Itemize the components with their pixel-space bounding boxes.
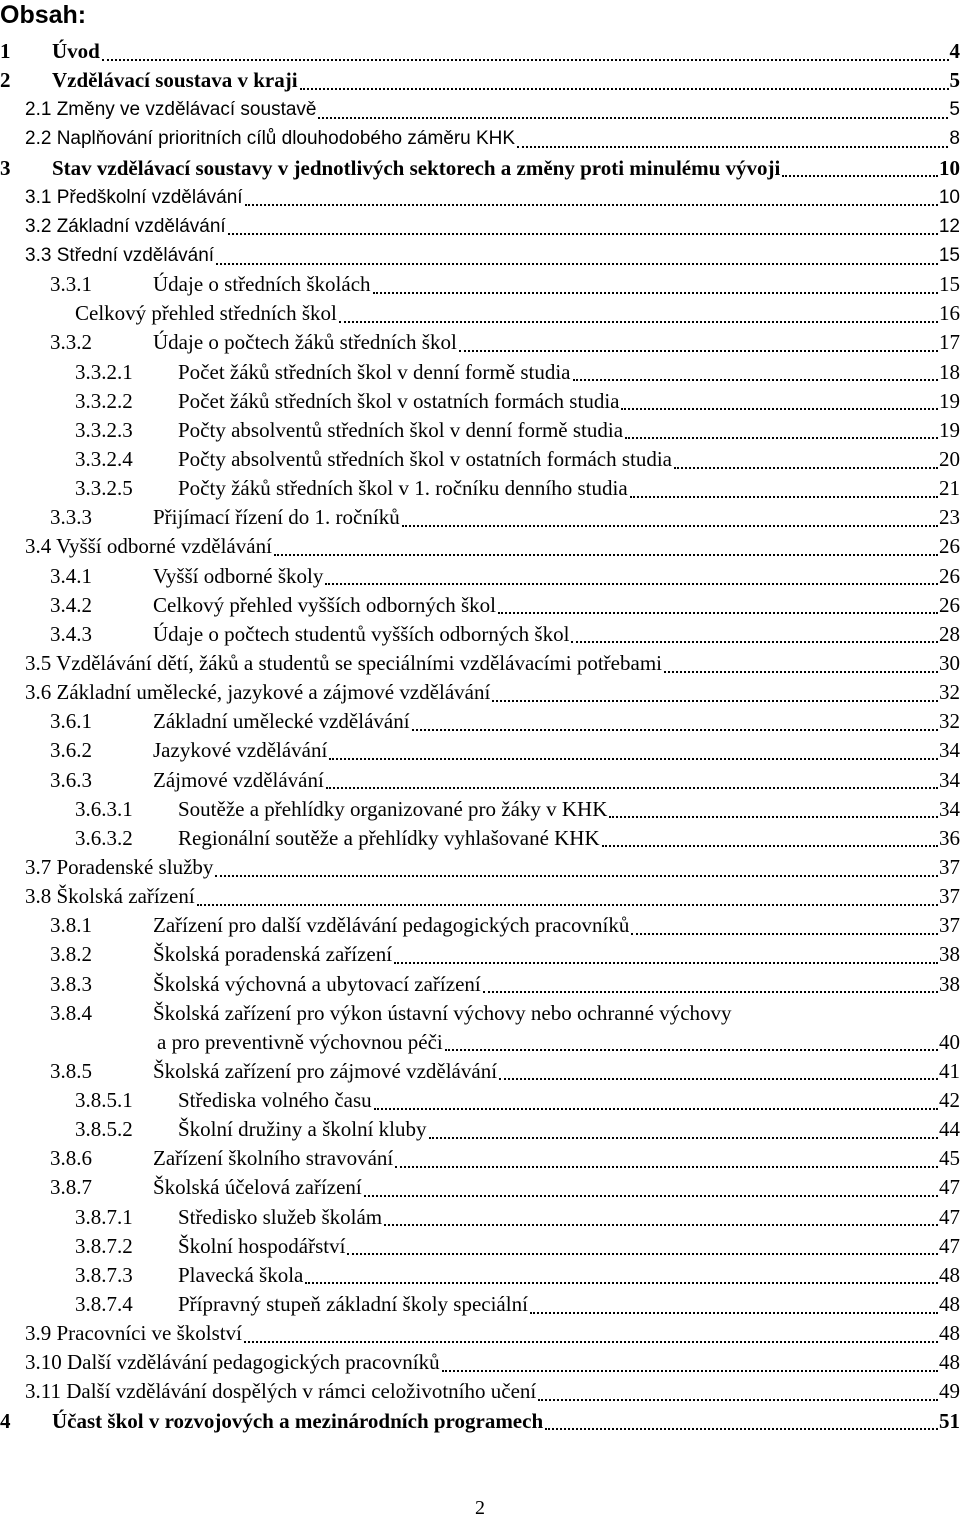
toc-entry-title: Školní družiny a školní kluby xyxy=(178,1117,427,1142)
toc-entry-number: 3.4.1 xyxy=(50,563,92,588)
dot-leader xyxy=(300,88,949,90)
toc-entry-title: Počet žáků středních škol v denní formě studia xyxy=(178,359,571,384)
toc-entry[interactable] xyxy=(0,445,960,474)
dot-leader xyxy=(625,437,938,439)
toc-entry[interactable] xyxy=(0,387,960,416)
toc-entry-page: 48 xyxy=(939,1350,960,1375)
dot-leader xyxy=(459,350,938,352)
toc-entry[interactable] xyxy=(0,358,960,387)
toc-entry[interactable] xyxy=(0,1290,960,1319)
toc-entry-title: 2.2 Naplňování prioritních cílů dlouhodobého záměru KHK xyxy=(25,128,516,150)
toc-entry[interactable] xyxy=(0,999,960,1028)
toc-entry[interactable] xyxy=(0,1407,960,1436)
toc-entry-page: 23 xyxy=(939,505,960,530)
toc-entry-page: 12 xyxy=(938,215,960,237)
dot-leader xyxy=(530,1312,938,1314)
toc-entry-page: 18 xyxy=(939,359,960,384)
toc-entry[interactable] xyxy=(0,1144,960,1173)
toc-entry-title: Úvod xyxy=(52,39,100,63)
toc-entry-page: 47 xyxy=(939,1175,960,1200)
toc-entry-page: 38 xyxy=(939,971,960,996)
dot-leader xyxy=(412,729,938,731)
toc-entry-page: 48 xyxy=(939,1321,960,1346)
dot-leader xyxy=(517,146,948,148)
toc-entry-title: Přípravný stupeň základní školy speciální xyxy=(178,1292,528,1317)
toc-entry-page: 26 xyxy=(939,563,960,588)
dot-leader xyxy=(573,379,939,381)
dot-leader xyxy=(630,496,938,498)
toc-entry[interactable] xyxy=(0,503,960,532)
toc-entry-page: 4 xyxy=(949,39,960,63)
toc-entry-number: 3.8.1 xyxy=(50,913,92,938)
toc-entry-page: 47 xyxy=(939,1233,960,1258)
dot-leader xyxy=(498,612,938,614)
dot-leader xyxy=(325,583,938,585)
toc-entry-title: Vzdělávací soustava v kraji xyxy=(52,68,298,93)
dot-leader xyxy=(347,1253,938,1255)
dot-leader xyxy=(782,175,938,177)
toc-entry-page: 32 xyxy=(939,680,960,705)
toc-entry[interactable] xyxy=(0,37,960,66)
toc-entry[interactable] xyxy=(0,853,960,882)
toc-entry-number: 4 xyxy=(0,1408,11,1433)
toc-entry-title: Počty absolventů středních škol v ostatních formách studia xyxy=(178,446,672,471)
toc-entry-title: 3.11 Další vzdělávání dospělých v rámci celoživotního učení xyxy=(25,1379,537,1404)
toc-entry[interactable] xyxy=(0,736,960,765)
toc-entry[interactable] xyxy=(0,970,960,999)
toc-entry[interactable] xyxy=(0,1057,960,1086)
toc-entry-page: 49 xyxy=(939,1379,960,1404)
toc-entry-number: 3.8.5.1 xyxy=(75,1088,133,1113)
toc-entry-title: a pro preventivně výchovnou péči xyxy=(157,1029,443,1054)
toc-entry[interactable] xyxy=(0,1261,960,1290)
toc-entry-page: 10 xyxy=(938,186,960,208)
dot-leader xyxy=(102,59,949,61)
dot-leader xyxy=(395,1166,938,1168)
dot-leader xyxy=(373,292,938,294)
toc-entry[interactable] xyxy=(0,241,960,270)
dot-leader xyxy=(621,408,938,410)
toc-entry-page: 36 xyxy=(939,825,960,850)
toc-entry-title: 3.1 Předškolní vzdělávání xyxy=(25,186,243,208)
toc-entry-page: 37 xyxy=(939,854,960,879)
toc-entry[interactable] xyxy=(0,1377,960,1406)
toc-entry-page: 20 xyxy=(939,446,960,471)
toc-entry-title: 3.5 Vzdělávání dětí, žáků a studentů se speciálními vzdělávacími potřebami xyxy=(25,650,662,675)
toc-entry-title: Školská zařízení pro zájmové vzdělávání xyxy=(153,1058,498,1083)
toc-entry-page: 26 xyxy=(939,592,960,617)
dot-leader xyxy=(374,1108,938,1110)
toc-entry-page: 10 xyxy=(939,155,960,180)
toc-entry-number: 3.6.2 xyxy=(50,738,92,763)
toc-entry-number: 3.6.3.1 xyxy=(75,796,133,821)
toc-entry-title: Vyšší odborné školy xyxy=(153,563,324,588)
toc-entry-title: Středisko služeb školám xyxy=(178,1204,383,1229)
dot-leader xyxy=(326,787,938,789)
dot-leader xyxy=(538,1399,938,1401)
toc-entry-title: Školská zařízení pro výkon ústavní výchovy nebo ochranné výchovy xyxy=(153,1000,732,1025)
toc-entry[interactable] xyxy=(0,124,960,153)
toc-entry-title: Školská poradenská zařízení xyxy=(153,942,393,967)
dot-leader xyxy=(571,641,938,643)
toc-entry-page: 15 xyxy=(939,272,960,297)
toc-entry-title: Školní hospodářství xyxy=(178,1233,346,1258)
toc-entry-page: 34 xyxy=(939,738,960,763)
toc-entry-title: Počet žáků středních škol v ostatních formách studia xyxy=(178,388,620,413)
toc-entry-page: 5 xyxy=(949,68,960,93)
toc-entry-page: 8 xyxy=(949,128,960,150)
toc-entry[interactable] xyxy=(0,66,960,95)
toc-entry[interactable] xyxy=(0,299,960,328)
toc-entry-page: 34 xyxy=(939,796,960,821)
toc-entry-title: 3.10 Další vzdělávání pedagogických pracovníků xyxy=(25,1350,440,1375)
toc-entry-title: Soutěže a přehlídky organizované pro žáky v KHK xyxy=(178,796,608,821)
toc-entry-page: 45 xyxy=(939,1146,960,1171)
toc-entry[interactable] xyxy=(0,1203,960,1232)
dot-leader xyxy=(394,962,938,964)
toc-entry-title: Přijímací řízení do 1. ročníků xyxy=(153,505,400,530)
toc-entry-number: 3.4.3 xyxy=(50,621,92,646)
toc-entry-page: 40 xyxy=(939,1029,960,1054)
dot-leader xyxy=(274,554,938,556)
dot-leader xyxy=(664,671,938,673)
toc-entry[interactable] xyxy=(0,183,960,212)
toc-entry-title: Zařízení školního stravování xyxy=(153,1146,394,1171)
toc-entry[interactable] xyxy=(0,154,960,183)
toc-entry[interactable] xyxy=(0,328,960,357)
toc-entry-title: Školská výchovná a ubytovací zařízení xyxy=(153,971,481,996)
toc-entry-number: 3.8.2 xyxy=(50,942,92,967)
toc-entry[interactable] xyxy=(0,270,960,299)
dot-leader xyxy=(674,467,938,469)
toc-entry[interactable] xyxy=(0,911,960,940)
toc-entry-title: 3.9 Pracovníci ve školství xyxy=(25,1321,242,1346)
toc-entry-number: 3.3.2.1 xyxy=(75,359,133,384)
toc-entry-number: 3.8.7 xyxy=(50,1175,92,1200)
toc-entry[interactable] xyxy=(0,474,960,503)
toc-entry-number: 3.8.3 xyxy=(50,971,92,996)
dot-leader xyxy=(318,117,948,119)
dot-leader xyxy=(631,933,938,935)
toc-entry-title: Počty žáků středních škol v 1. ročníku denního studia xyxy=(178,476,628,501)
toc-entry-page: 17 xyxy=(939,330,960,355)
toc-entry-number: 3.3.2.4 xyxy=(75,446,133,471)
toc-entry-page: 21 xyxy=(939,476,960,501)
toc-entry-title: 3.3 Střední vzdělávání xyxy=(25,244,215,266)
toc-entry-title: 3.2 Základní vzdělávání xyxy=(25,215,226,237)
toc-entry[interactable] xyxy=(0,1086,960,1115)
toc-entry-number: 1 xyxy=(0,39,11,63)
toc-entry-page: 5 xyxy=(949,99,960,121)
toc-entry-title: Školská účelová zařízení xyxy=(153,1175,362,1200)
toc-entry-number: 3.3.2.2 xyxy=(75,388,133,413)
toc-entry[interactable] xyxy=(0,649,960,678)
toc-entry[interactable] xyxy=(0,766,960,795)
toc-entry[interactable] xyxy=(0,95,960,124)
toc-entry-page: 28 xyxy=(939,621,960,646)
toc-entry-page: 37 xyxy=(939,884,960,909)
toc-entry-title: Regionální soutěže a přehlídky vyhlašované KHK xyxy=(178,825,600,850)
toc-entry[interactable] xyxy=(0,532,960,561)
dot-leader xyxy=(339,321,938,323)
dot-leader xyxy=(492,700,938,702)
dot-leader xyxy=(216,263,938,265)
toc-entry-number: 3.6.3 xyxy=(50,767,92,792)
toc-entry-title: Zájmové vzdělávání xyxy=(153,767,324,792)
dot-leader xyxy=(244,1341,938,1343)
toc-entry-page: 26 xyxy=(939,534,960,559)
toc-entry-number: 3.8.7.1 xyxy=(75,1204,133,1229)
toc-entry-page: 37 xyxy=(939,913,960,938)
toc-entry-page: 38 xyxy=(939,942,960,967)
dot-leader xyxy=(364,1195,938,1197)
toc-entry[interactable] xyxy=(0,1173,960,1202)
toc-entry-title: Účast škol v rozvojových a mezinárodních programech xyxy=(52,1408,544,1433)
dot-leader xyxy=(384,1224,938,1226)
toc-entry-page: 48 xyxy=(939,1262,960,1287)
toc-entry-page: 19 xyxy=(939,417,960,442)
toc-entry-page: 41 xyxy=(939,1058,960,1083)
toc-entry-title: 3.7 Poradenské služby xyxy=(25,854,214,879)
toc-entry-page: 16 xyxy=(939,301,960,326)
toc-entry-number: 3.8.7.2 xyxy=(75,1233,133,1258)
toc-entry-title: Údaje o počtech studentů vyšších odborných škol xyxy=(153,621,570,646)
toc-entry-page: 32 xyxy=(939,709,960,734)
toc-entry-number: 3 xyxy=(0,155,11,180)
dot-leader xyxy=(483,991,938,993)
toc-entry-title: Údaje o počtech žáků středních škol xyxy=(153,330,457,355)
toc-entry-title: 3.6 Základní umělecké, jazykové a zájmové vzdělávání xyxy=(25,680,491,705)
toc-entry[interactable] xyxy=(0,416,960,445)
dot-leader xyxy=(445,1049,938,1051)
dot-leader xyxy=(245,204,938,206)
toc-entry-title: Základní umělecké vzdělávání xyxy=(153,709,410,734)
toc-entry-page: 51 xyxy=(939,1408,960,1433)
toc-entry-title: Zařízení pro další vzdělávání pedagogických pracovníků xyxy=(153,913,630,938)
toc-entry-page: 34 xyxy=(939,767,960,792)
toc-entry-number: 3.8.5.2 xyxy=(75,1117,133,1142)
dot-leader xyxy=(329,758,938,760)
page-title: Obsah: xyxy=(0,1,87,29)
dot-leader xyxy=(305,1282,938,1284)
dot-leader xyxy=(442,1370,938,1372)
toc-entry-number: 3.8.4 xyxy=(50,1000,92,1025)
toc-entry-number: 3.8.5 xyxy=(50,1058,92,1083)
toc-entry-title: Celkový přehled vyšších odborných škol xyxy=(153,592,496,617)
toc-entry[interactable] xyxy=(0,1115,960,1144)
toc-entry-title: 3.4 Vyšší odborné vzdělávání xyxy=(25,534,272,559)
toc-entry-number: 2 xyxy=(0,68,11,93)
dot-leader xyxy=(228,233,938,235)
toc-entry[interactable] xyxy=(0,1028,960,1057)
toc-entry[interactable] xyxy=(0,212,960,241)
toc-entry-number: 3.3.1 xyxy=(50,272,92,297)
toc-entry-number: 3.3.2.3 xyxy=(75,417,133,442)
dot-leader xyxy=(545,1428,938,1430)
toc-entry[interactable] xyxy=(0,1319,960,1348)
toc-entry-number: 3.4.2 xyxy=(50,592,92,617)
toc-entry-title: Střediska volného času xyxy=(178,1088,372,1113)
toc-entry[interactable] xyxy=(0,824,960,853)
toc-entry-page: 42 xyxy=(939,1088,960,1113)
dot-leader xyxy=(197,904,938,906)
dot-leader xyxy=(602,845,938,847)
toc-entry[interactable] xyxy=(0,1232,960,1261)
toc-entry-number: 3.8.7.4 xyxy=(75,1292,133,1317)
toc-entry-page: 47 xyxy=(939,1204,960,1229)
toc-entry[interactable] xyxy=(0,591,960,620)
toc-entry-number: 3.3.3 xyxy=(50,505,92,530)
toc-entry-number: 3.6.1 xyxy=(50,709,92,734)
dot-leader xyxy=(609,816,938,818)
toc-entry-page: 30 xyxy=(939,650,960,675)
dot-leader xyxy=(429,1137,939,1139)
toc-entry[interactable] xyxy=(0,678,960,707)
table-of-contents xyxy=(0,37,960,1436)
toc-entry[interactable] xyxy=(0,562,960,591)
toc-entry-title: Celkový přehled středních škol xyxy=(75,301,337,326)
toc-entry[interactable] xyxy=(0,795,960,824)
toc-entry-page: 19 xyxy=(939,388,960,413)
toc-entry-title: Jazykové vzdělávání xyxy=(153,738,328,763)
toc-entry-number: 3.3.2.5 xyxy=(75,476,133,501)
toc-entry[interactable] xyxy=(0,620,960,649)
toc-entry[interactable] xyxy=(0,940,960,969)
toc-entry-page: 15 xyxy=(938,244,960,266)
toc-entry[interactable] xyxy=(0,707,960,736)
dot-leader xyxy=(402,525,938,527)
toc-entry-page: 48 xyxy=(939,1292,960,1317)
toc-entry[interactable] xyxy=(0,882,960,911)
dot-leader xyxy=(499,1078,938,1080)
toc-entry-page: 44 xyxy=(939,1117,960,1142)
toc-entry-number: 3.6.3.2 xyxy=(75,825,133,850)
page-number: 2 xyxy=(475,1497,485,1519)
toc-entry[interactable] xyxy=(0,1348,960,1377)
toc-entry-number: 3.8.6 xyxy=(50,1146,92,1171)
dot-leader xyxy=(215,875,938,877)
toc-entry-title: Údaje o středních školách xyxy=(153,272,371,297)
toc-entry-number: 3.3.2 xyxy=(50,330,92,355)
toc-entry-number: 3.8.7.3 xyxy=(75,1262,133,1287)
toc-entry-title: 3.8 Školská zařízení xyxy=(25,884,195,909)
toc-entry-title: Stav vzdělávací soustavy v jednotlivých sektorech a změny proti minulému vývoji xyxy=(52,155,781,180)
toc-entry-title: 2.1 Změny ve vzdělávací soustavě xyxy=(25,99,317,121)
toc-entry-title: Počty absolventů středních škol v denní formě studia xyxy=(178,417,624,442)
toc-entry-title: Plavecká škola xyxy=(178,1262,304,1287)
